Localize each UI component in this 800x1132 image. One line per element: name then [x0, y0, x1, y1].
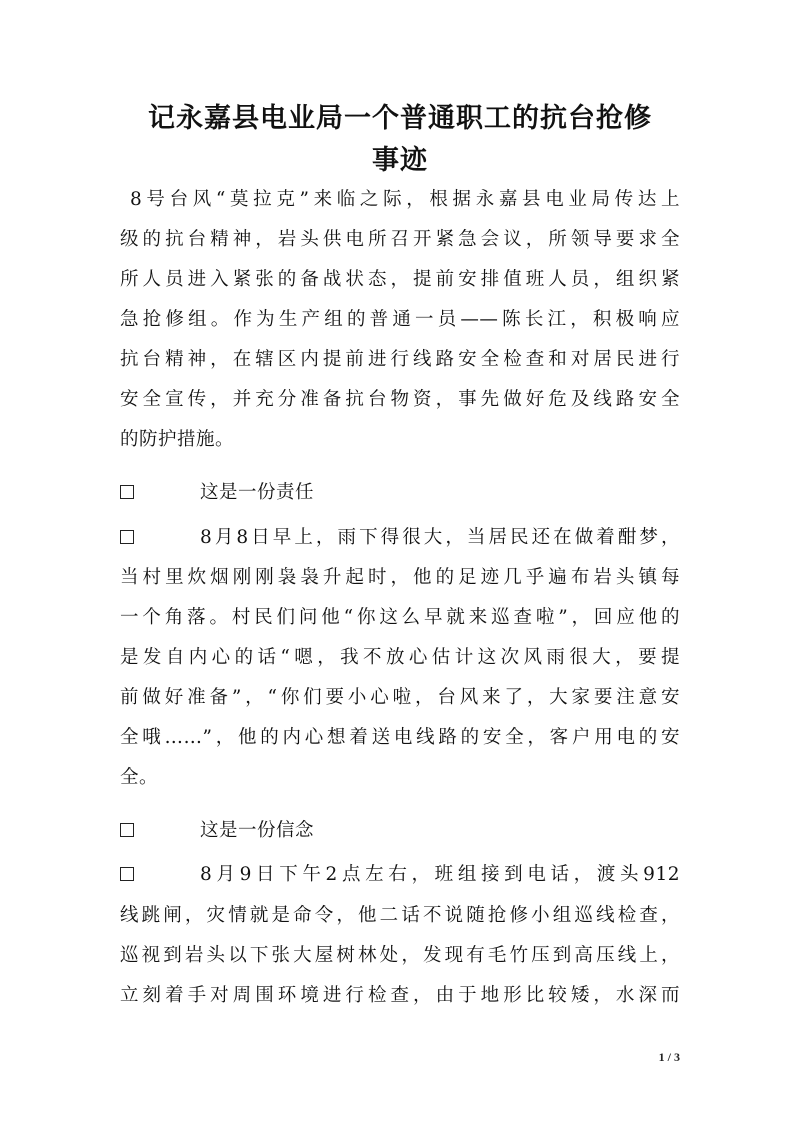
intro-line-4: 急抢修组。作为生产组的普通一员——陈长江，积极响应: [120, 309, 680, 330]
section-2-first-row: [120, 862, 680, 888]
checkbox-placeholder-icon: [120, 867, 134, 881]
intro-line-1: 8号台风“莫拉克”来临之际，根据永嘉县电业局传达上: [130, 189, 680, 210]
intro-line-3: 所人员进入紧张的备战状态，提前安排值班人员，组织紧: [120, 269, 680, 290]
section-2-line-3: 巡视到岩头以下张大屋树林处，发现有毛竹压到高压线上，: [120, 945, 680, 966]
section-1-first-row: [120, 525, 680, 551]
section-2-line-4: 立刻着手对周围环境进行检查，由于地形比较矮，水深而: [120, 985, 680, 1006]
checkbox-placeholder-icon: [120, 485, 134, 499]
section-1-heading: 这是一份责任: [200, 482, 315, 503]
checkbox-placeholder-icon: [120, 530, 134, 544]
section-1-heading-row: [120, 480, 680, 506]
intro-line-2: 级的抗台精神，岩头供电所召开紧急会议，所领导要求全: [120, 229, 680, 250]
section-1-line-5: 前做好准备”，“你们要小心啦，台风来了，大家要注意安: [120, 687, 680, 708]
page-number: 1 / 3: [658, 1050, 680, 1064]
section-1-line-2: 当村里炊烟刚刚袅袅升起时，他的足迹几乎遍布岩头镇每: [120, 567, 680, 588]
section-1-line-6: 全哦……”，他的内心想着送电线路的安全，客户用电的安: [120, 727, 680, 748]
intro-line-7: 的防护措施。: [120, 429, 235, 450]
section-1-line-3: 一个角落。村民们问他“你这么早就来巡查啦”，回应他的: [120, 607, 680, 628]
section-2-heading-row: [120, 818, 680, 844]
intro-line-5: 抗台精神，在辖区内提前进行线路安全检查和对居民进行: [120, 349, 680, 370]
section-1-first-line: 8月8日早上，雨下得很大，当居民还在做着酣梦，: [200, 527, 680, 548]
checkbox-placeholder-icon: [120, 823, 134, 837]
intro-line-6: 安全宣传，并充分准备抗台物资，事先做好危及线路安全: [120, 389, 680, 410]
section-2-heading: 这是一份信念: [200, 820, 315, 841]
document-title-line-2: 事迹: [372, 145, 428, 176]
section-2-line-2: 线跳闸，灾情就是命令，他二话不说随抢修小组巡线检查，: [120, 905, 680, 926]
document-title-line-1: 记永嘉县电业局一个普通职工的抗台抢修: [148, 103, 652, 134]
section-2-first-line: 8月9日下午2点左右，班组接到电话，渡头912: [200, 864, 680, 885]
section-1-line-7: 全。: [120, 767, 159, 788]
section-1-line-4: 是发自内心的话“嗯，我不放心估计这次风雨很大，要提: [120, 647, 680, 668]
